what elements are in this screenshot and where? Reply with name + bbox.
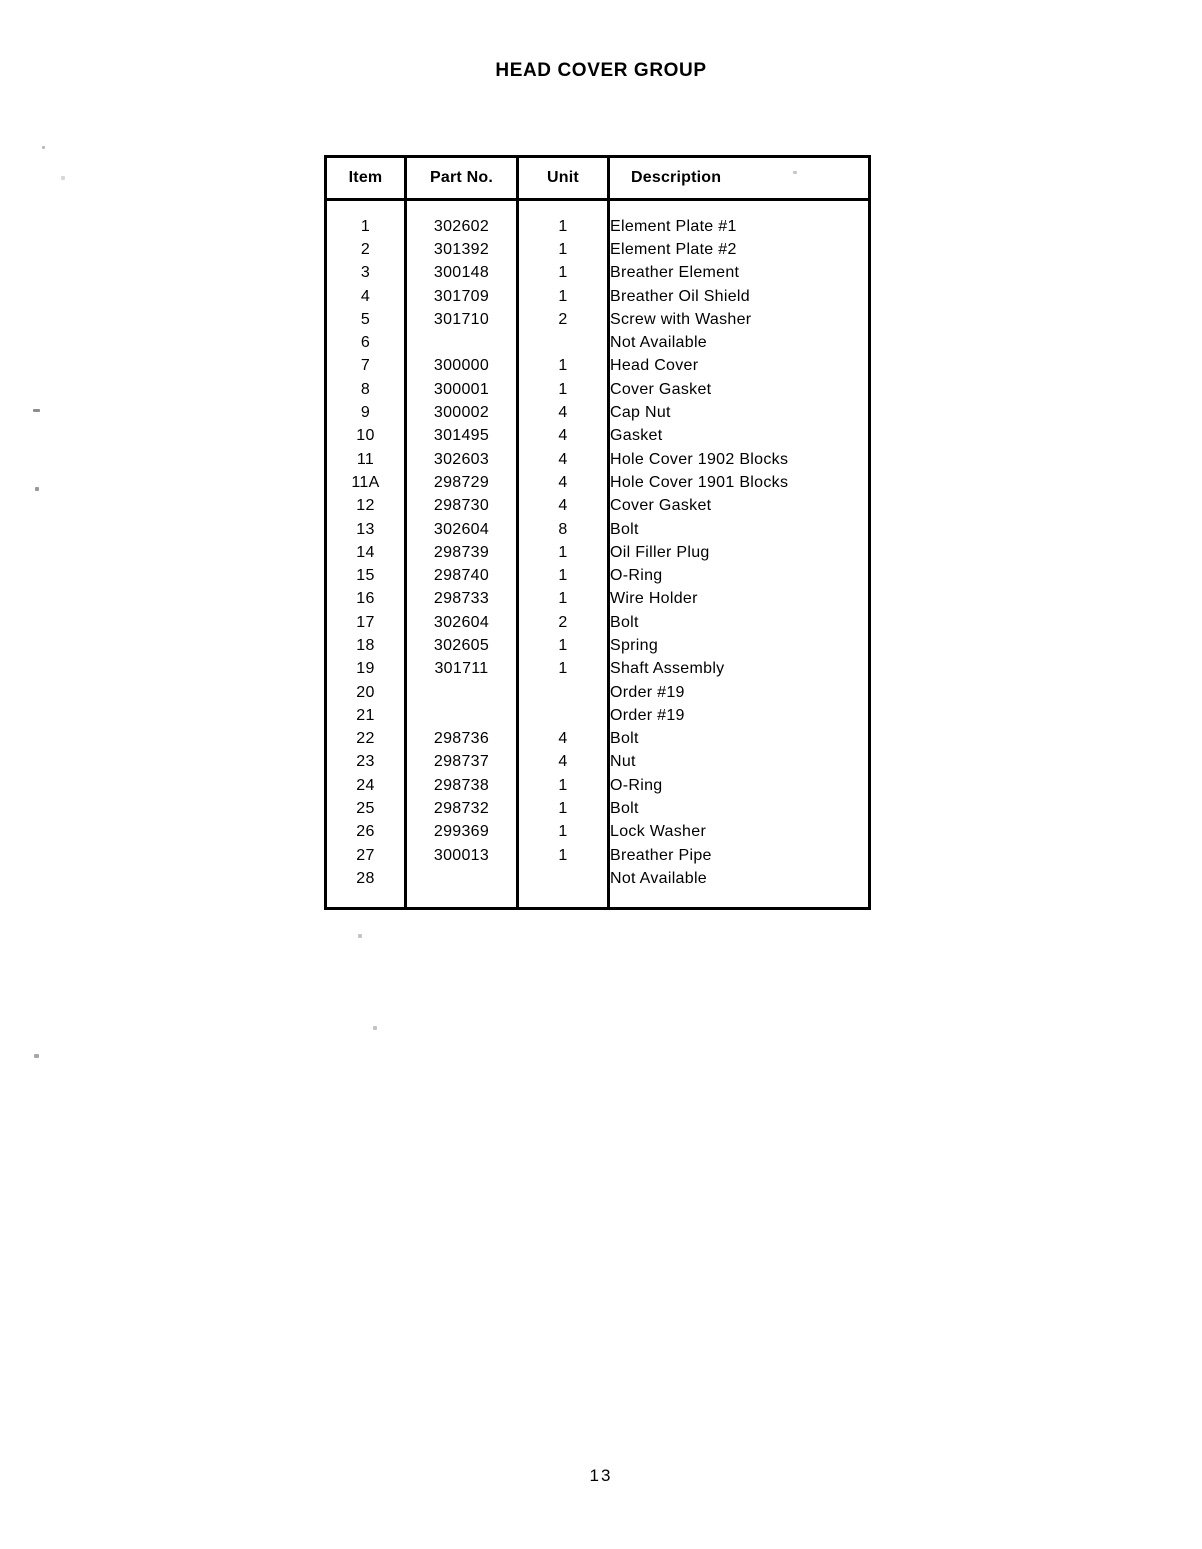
cell-item: 2 [326,238,406,261]
cell-unit: 2 [518,611,609,634]
cell-item: 25 [326,797,406,820]
cell-item: 21 [326,704,406,727]
cell-part-no: 298740 [406,564,518,587]
cell-part-no: 302604 [406,518,518,541]
cell-unit: 1 [518,797,609,820]
column-header-part-no: Part No. [406,157,518,200]
table-row [326,238,870,261]
scan-artifact [42,146,45,149]
cell-part-no: 300000 [406,355,518,378]
cell-item: 18 [326,634,406,657]
cell-description: Shaft Assembly [610,660,725,678]
table-row [326,471,870,494]
cell-item: 16 [326,588,406,611]
table-top-spacer [326,200,870,216]
cell-item: 7 [326,355,406,378]
cell-unit: 1 [518,658,609,681]
table-row [326,704,870,727]
cell-item: 14 [326,541,406,564]
cell-unit: 1 [518,774,609,797]
cell-description: Not Available [610,334,708,352]
cell-unit: 4 [518,425,609,448]
table-row [326,751,870,774]
column-header-unit: Unit [518,157,609,200]
page-title: HEAD COVER GROUP [495,60,707,81]
table-bottom-spacer [326,891,870,909]
table-row [326,681,870,704]
cell-unit: 1 [518,355,609,378]
cell-description: Bolt [610,613,639,631]
cell-unit: 1 [518,634,609,657]
table-row [326,355,870,378]
cell-part-no [406,867,518,890]
cell-item: 11A [326,471,406,494]
cell-unit: 8 [518,518,609,541]
cell-unit: 1 [518,262,609,285]
cell-part-no: 301392 [406,238,518,261]
table-row [326,844,870,867]
cell-description: Wire Holder [610,590,698,608]
cell-description: Order #19 [610,706,685,724]
cell-unit: 1 [518,564,609,587]
cell-description: Screw with Washer [610,310,752,328]
table-row [326,634,870,657]
cell-item: 17 [326,611,406,634]
cell-part-no: 301495 [406,425,518,448]
table-row [326,541,870,564]
table-row [326,867,870,890]
cell-description: Hole Cover 1902 Blocks [610,450,789,468]
cell-part-no: 298737 [406,751,518,774]
cell-description: Element Plate #1 [610,217,737,235]
cell-unit: 4 [518,448,609,471]
table-row [326,215,870,238]
cell-description: Element Plate #2 [610,240,737,258]
cell-description: Lock Washer [610,823,707,841]
cell-description: Breather Oil Shield [610,287,750,305]
cell-part-no: 301710 [406,308,518,331]
cell-item: 24 [326,774,406,797]
scan-artifact [35,487,39,491]
parts-table-container [324,155,868,910]
page-number: 13 [589,1466,613,1485]
scan-artifact [358,934,362,938]
cell-part-no: 301711 [406,658,518,681]
cell-part-no [406,681,518,704]
table-row [326,821,870,844]
cell-part-no: 302602 [406,215,518,238]
cell-part-no: 300013 [406,844,518,867]
cell-unit: 1 [518,285,609,308]
scan-artifact [33,409,40,412]
table-row [326,495,870,518]
cell-unit [518,331,609,354]
table-row [326,774,870,797]
cell-item: 10 [326,425,406,448]
table-row [326,262,870,285]
cell-description: Hole Cover 1901 Blocks [610,473,789,491]
cell-item: 1 [326,215,406,238]
cell-item: 26 [326,821,406,844]
table-row [326,588,870,611]
cell-description: Bolt [610,520,639,538]
cell-item: 13 [326,518,406,541]
table-row [326,285,870,308]
cell-unit: 1 [518,588,609,611]
cell-description: O-Ring [610,776,663,794]
cell-part-no: 298736 [406,728,518,751]
cell-unit: 1 [518,844,609,867]
cell-unit: 4 [518,728,609,751]
cell-item: 5 [326,308,406,331]
table-body [326,200,870,909]
cell-description: Head Cover [610,357,699,375]
cell-part-no: 298729 [406,471,518,494]
cell-item: 27 [326,844,406,867]
cell-part-no: 298730 [406,495,518,518]
table-row [326,448,870,471]
cell-unit: 1 [518,215,609,238]
parts-table [324,155,871,910]
cell-item: 8 [326,378,406,401]
cell-part-no: 302603 [406,448,518,471]
table-row [326,658,870,681]
cell-description: Bolt [610,800,639,818]
table-row [326,331,870,354]
table-row [326,425,870,448]
cell-unit [518,681,609,704]
cell-description: Breather Element [610,264,740,282]
cell-unit: 2 [518,308,609,331]
table-row [326,728,870,751]
cell-item: 11 [326,448,406,471]
cell-description: Not Available [610,869,708,887]
cell-description: Bolt [610,730,639,748]
cell-description: Cover Gasket [610,497,712,515]
table-row [326,611,870,634]
table-row [326,308,870,331]
cell-description: Spring [610,636,659,654]
table-header [326,157,870,200]
cell-item: 19 [326,658,406,681]
cell-unit [518,867,609,890]
table-row [326,401,870,424]
cell-part-no: 300001 [406,378,518,401]
cell-description: Cap Nut [610,404,671,422]
cell-description: Nut [610,753,636,771]
cell-unit: 4 [518,495,609,518]
cell-part-no: 302605 [406,634,518,657]
cell-part-no: 298738 [406,774,518,797]
table-row [326,564,870,587]
table-row [326,797,870,820]
header-row [326,157,870,200]
cell-item: 23 [326,751,406,774]
cell-description: Gasket [610,427,663,445]
cell-unit: 1 [518,821,609,844]
cell-description: O-Ring [610,567,663,585]
cell-part-no [406,704,518,727]
cell-item: 20 [326,681,406,704]
table-row [326,378,870,401]
cell-part-no: 298732 [406,797,518,820]
column-header-description: Description [609,157,870,200]
cell-unit [518,704,609,727]
cell-item: 28 [326,867,406,890]
cell-unit: 1 [518,541,609,564]
cell-part-no: 301709 [406,285,518,308]
cell-description: Oil Filler Plug [610,543,710,561]
cell-part-no: 298739 [406,541,518,564]
cell-unit: 4 [518,751,609,774]
cell-part-no [406,331,518,354]
cell-unit: 1 [518,238,609,261]
scan-artifact [34,1054,39,1058]
cell-item: 4 [326,285,406,308]
cell-unit: 4 [518,471,609,494]
cell-part-no: 300148 [406,262,518,285]
cell-part-no: 298733 [406,588,518,611]
table-row [326,518,870,541]
cell-unit: 1 [518,378,609,401]
cell-part-no: 302604 [406,611,518,634]
cell-description: Breather Pipe [610,846,712,864]
cell-description: Cover Gasket [610,380,712,398]
cell-description: Order #19 [610,683,685,701]
cell-unit: 4 [518,401,609,424]
cell-item: 12 [326,495,406,518]
scan-artifact [373,1026,377,1030]
column-header-item: Item [326,157,406,200]
cell-item: 9 [326,401,406,424]
cell-item: 15 [326,564,406,587]
cell-item: 22 [326,728,406,751]
cell-item: 3 [326,262,406,285]
cell-part-no: 299369 [406,821,518,844]
scan-artifact [61,176,65,180]
cell-part-no: 300002 [406,401,518,424]
cell-item: 6 [326,331,406,354]
